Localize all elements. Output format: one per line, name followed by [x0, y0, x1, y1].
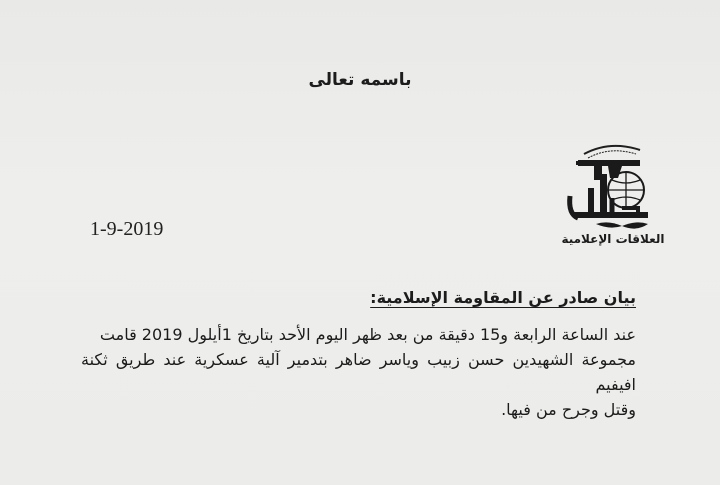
statement-subject: بيان صادر عن المقاومة الإسلامية:: [370, 288, 636, 307]
document-heading: باسمه تعالى: [308, 70, 412, 90]
logo-label: العلاقات الإعلامية: [561, 232, 665, 246]
body-line: عند الساعة الرابعة و15 دقيقة من بعد ظهر اليوم الأحد بتاريخ 1أيلول 2019 قامت: [99, 325, 636, 344]
body-line: وقتل وجرح من فيها.: [501, 400, 636, 419]
body-line: مجموعة الشهيدين حسن زبيب وياسر ضاهر بتدمير آلية عسكرية عند طريق ثكنة افيفيم: [81, 350, 636, 394]
statement-body: [81, 322, 636, 422]
document-date: 1-9-2019: [90, 218, 164, 240]
